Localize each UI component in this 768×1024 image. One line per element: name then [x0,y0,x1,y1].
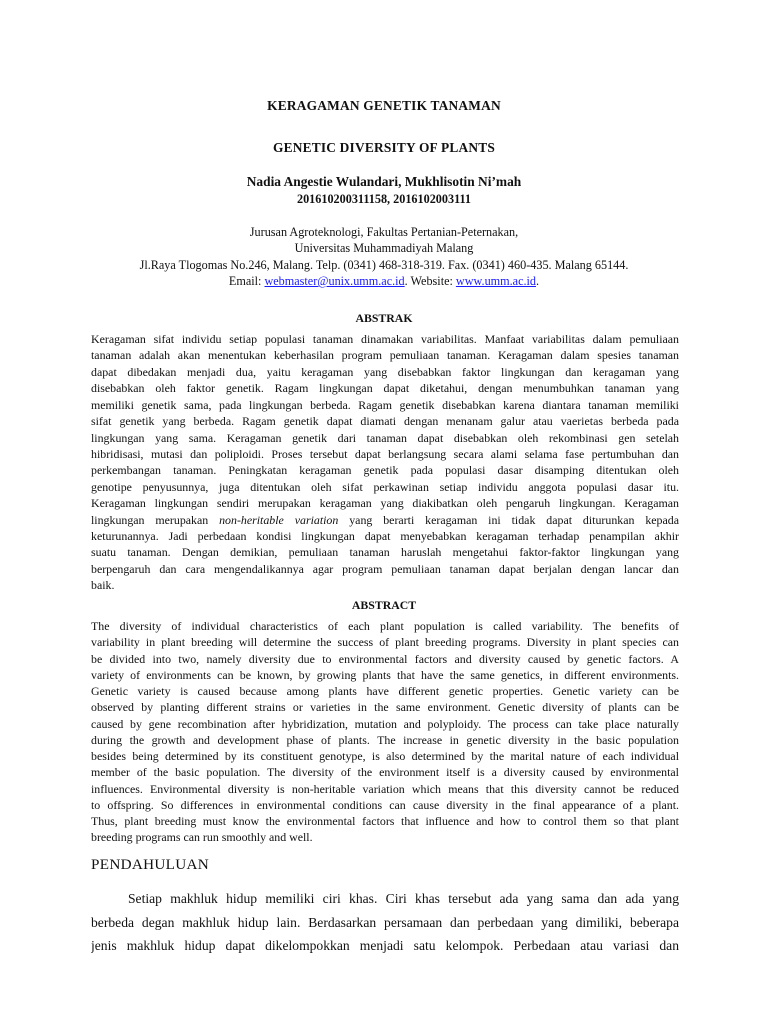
abstrak-line: genotipe penyusunnya, juga ditentukan oleh sifat perkawinan setiap individu anggota populasi dasar itu. [91,479,679,494]
abstrak-text: yang berarti keragaman ini tidak dapat diturunkan kepada [338,512,679,527]
website-link[interactable]: www.umm.ac.id [455,274,537,288]
abstract-line: observed by planting different strains or varieties in the same environment. Genetic diversity of plants can be [91,700,679,715]
abstract-line: variety of environments can be known, by growing plants that have the same genetics, in different environments. [91,667,679,682]
abstrak-line: dapat dibedakan menjadi dua, yaitu keragaman yang disebabkan faktor lingkungan dan keragaman yang [91,364,679,379]
email-link[interactable]: webmaster@unix.umm.ac.id [264,274,405,288]
intro-body [91,887,679,958]
affiliation-university: Universitas Muhammadiyah Malang [294,241,474,255]
paper-title-indonesian: KERAGAMAN GENETIK TANAMAN [267,98,501,113]
website-label: . Website: [404,274,456,288]
abstrak-line: suatu tanaman. Dengan demikian, pemuliaan tanaman haruslah mengetahui faktor-faktor lingkungan yang [91,545,679,560]
abstrak-line: Keragaman sifat individu setiap populasi tanaman dinamakan variabilitas. Manfaat variabilitas dalam pemuliaan [91,332,679,346]
abstrak-line: sifat genetik yang berbeda. Ragam genetik dapat diamati dengan menanam galur atau vaerietas berbeda pada [91,414,679,429]
abstrak-text: lingkungan merupakan [91,512,220,527]
abstrak-line: keturunannya. Jadi perbedaan kondisi lingkungan dapat menyebabkan keragaman terhadap penampilan akhir [91,529,679,544]
abstrak-line: berpengaruh dan cara mengendalikannya agar program pemuliaan tanaman dapat berjalan dengan lancar dan [91,561,679,576]
email-label: Email: [228,274,265,288]
abstrak-line: Keragaman lingkungan sendiri merupakan keragaman yang diakibatkan oleh pengaruh lingkungan. Keragaman [91,496,679,511]
affiliation-department: Jurusan Agroteknologi, Fakultas Pertanian-Peternakan, [249,225,519,239]
abstrak-line: perkembangan tanaman. Peningkatan keragaman genetik pada populasi dasar disamping ditentukan oleh [91,463,679,478]
abstract-line: be divided into two, namely diversity due to environmental factors and diversity caused by genetic factors. A [91,651,679,666]
abstract-line: breeding programs can run smoothly and well. [91,830,313,845]
abstract-line: to offspring. So differences in environmental conditions can cause diversity in the final appearance of a plant. [91,797,679,812]
abstract-line: variability in plant breeding will determine the success of plant breeding programs. Diversity in plant species can [91,635,679,650]
abstract-line: member of the basic population. The diversity of the environment itself is a diversity caused by environmental [91,765,679,780]
abstrak-line: memiliki genetik sama, pada lingkungan berbeda. Ragam genetik disebabkan karena diantara tanaman memiliki [91,397,679,412]
abstract-line: Thus, plant breeding must know the environmental factors that influence and how to control them so that plant [91,814,679,828]
contact-end: . [536,274,540,288]
affiliation-address: Jl.Raya Tlogomas No.246, Malang. Telp. (0341) 468-318-319. Fax. (0341) 460-435. Malang 65144. [139,258,629,272]
abstrak-line: lingkungan yang sama. Keragaman genetik dari tanaman dapat disebabkan oleh rekombinasi gen setelah [91,430,679,445]
intro-line: berbeda degan makhluk hidup lain. Berdasarkan persamaan dan perbedaan yang dimiliki, beberapa [91,914,679,930]
abstract-line: caused by gene recombination after hybridization, mutation and polyploidy. The process can take place naturally [91,716,679,731]
abstract-line: besides being determined by its constituent genotype, is also determined by the marital nature of each individual [91,749,679,763]
abstrak-line: tanaman adalah akan menentukan keberhasilan program pemuliaan tanaman. Keragaman dalam spesies tanaman [91,348,679,363]
section-heading-pendahuluan: PENDAHULUAN [91,856,210,873]
intro-line: jenis makhluk hidup dapat dikelompokkan menjadi satu kelompok. Perbedaan atau variasi dan [91,938,679,953]
abstract-body [91,618,679,846]
abstract-line: Genetic variety is caused because among plants have different genetic properties. Genetic variety can be [91,684,679,698]
contact-line [40,274,728,289]
abstrak-body [91,331,679,594]
abstrak-line-italic [91,512,679,528]
student-ids: 201610200311158, 2016102003111 [296,192,472,206]
abstract-line: influences. Environmental diversity is non-heritable variation which means that this diversity cannot be reduced [91,781,679,796]
authors: Nadia Angestie Wulandari, Mukhlisotin Ni’mah [246,174,522,189]
abstrak-line: baik. [91,578,115,593]
abstrak-line: hibridisasi, mutasi dan poliploidi. Proses tersebut dapat berlangsung secara alami selama fase pertumbuhan dan [91,446,679,461]
paper-title-english: GENETIC DIVERSITY OF PLANTS [272,140,496,155]
abstract-line: during the growth and development phase of plants. The increase in genetic diversity in the basic population [91,732,679,747]
italic-term: non-heritable variation [219,512,339,527]
abstract-heading: ABSTRACT [351,598,417,612]
abstract-line: The diversity of individual characteristics of each plant population is called variability. The benefits of [91,619,679,633]
abstrak-line: disebabkan oleh faktor genetik. Ragam lingkungan dapat diketahui, dengan menumbuhkan tanaman yang [91,381,679,396]
abstrak-heading: ABSTRAK [355,311,413,325]
intro-line: Setiap makhluk hidup memiliki ciri khas. Ciri khas tersebut ada yang sama dan ada yang [128,891,679,906]
